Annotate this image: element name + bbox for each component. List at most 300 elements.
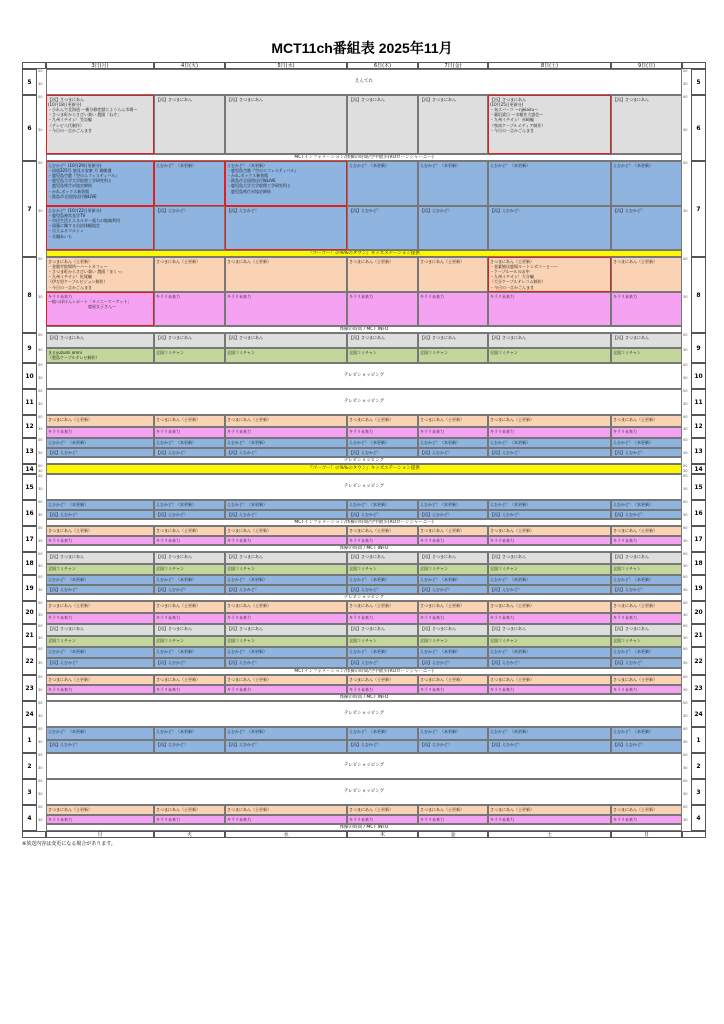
section-banner: テレビショッピング	[46, 457, 682, 464]
program-cell-30[interactable]: 全国コミチャン	[154, 564, 225, 575]
program-cell[interactable]: 【再】さつまにあん	[611, 624, 682, 636]
minute-30-marker-right: 30	[683, 209, 688, 213]
program-cell-30[interactable]: キラリ未来力	[225, 292, 347, 326]
program-cell[interactable]: えむかど！（木更新）	[46, 438, 154, 448]
program-cell-30[interactable]: キラリ未来力	[488, 536, 611, 545]
program-cell[interactable]: えむかど！（木更新）	[418, 575, 488, 585]
program-cell-wide[interactable]: テレビショッピング	[46, 779, 682, 805]
program-cell-30[interactable]: 【再】えむかど！	[418, 510, 488, 519]
program-cell[interactable]: えむかど！(10月29日更新分) ・国道225号 旅見る安東 月 御開通 ・鹿児島空港『空のエフェスティバル』 ・鹿児島大学大学院理工学研究科と 鹿児島県庁が協定締結 ・かれ,ボックス新装版 ・鉄島市全国別店付線LIVE	[46, 161, 154, 206]
program-cell-30[interactable]: 全国コミチャン	[225, 636, 347, 647]
program-cell[interactable]: えむかど！（木更新）	[488, 438, 611, 448]
hour-label-left: 16	[22, 500, 37, 526]
program-cell[interactable]: 【再】さつまにあん	[347, 95, 418, 154]
program-cell[interactable]: さつまにあん（土更新）	[347, 526, 418, 536]
program-cell[interactable]: さつまにあん（土更新）	[46, 675, 154, 685]
program-cell-30[interactable]: キラリ未来力	[347, 292, 418, 326]
program-cell-30[interactable]: 全国コミチャン	[347, 636, 418, 647]
program-cell[interactable]: さつまにあん（土更新）	[154, 257, 225, 292]
program-cell-30[interactable]: えむかど！(10月22日更新分) ・鹿児島神宮見学TV ・市民生活とエネルギー電力の地域利用 ・遠藤に關する自治体幅協定 ・自立ふるマルシェ ・兵順あいち	[46, 206, 154, 250]
program-cell-30[interactable]: 全国コミチャン	[347, 564, 418, 575]
program-cell-wide[interactable]: テレビショッピング	[46, 363, 682, 389]
program-cell-30[interactable]: キラリ未来力	[418, 613, 488, 624]
program-cell-30[interactable]: キラリ未来力	[611, 536, 682, 545]
program-cell[interactable]: えむかど！（木更新）	[418, 438, 488, 448]
section-banner: 体操の時間 / MCT INFO	[46, 824, 682, 831]
program-cell-30[interactable]: キラリ未来力	[347, 536, 418, 545]
program-cell-30[interactable]: キラリ未来力	[347, 815, 418, 824]
program-cell[interactable]: さつまにあん（土更新）	[488, 526, 611, 536]
minute-30-marker: 30	[38, 818, 43, 822]
hour-label-right: 8	[691, 257, 706, 333]
program-cell[interactable]: えむかど！（木更新）	[418, 727, 488, 740]
minute-00-marker: 00	[38, 753, 43, 757]
hour-label-left: 21	[22, 624, 37, 647]
program-cell-30[interactable]: 【再】えむかど！	[154, 585, 225, 594]
minute-30-marker: 30	[38, 539, 43, 543]
program-cell-30[interactable]: 【再】えむかど！	[154, 510, 225, 519]
program-cell-wide[interactable]: テレビショッピング	[46, 753, 682, 779]
minute-00-marker: 00	[38, 624, 43, 628]
minute-30-marker: 30	[38, 487, 43, 491]
program-cell-30[interactable]: キラリ未来力	[488, 685, 611, 694]
minute-00-marker-right: 00	[683, 779, 688, 783]
hour-label-right: 24	[691, 701, 706, 727]
program-cell-30[interactable]: キラリ未来力	[154, 685, 225, 694]
program-cell-30[interactable]: 【再】えむかど！	[488, 206, 611, 250]
program-cell[interactable]: さつまにあん（土更新） ・金素焼店鹿場ルートンボコーヒー〜 ・ケーブル―ルのお中 ・九州イチオシ！大分編 （大分ケーブルテレコム制作） ・今日の一言かごんまき	[488, 257, 611, 292]
program-cell[interactable]: さつまにあん（土更新）	[154, 675, 225, 685]
program-cell-30[interactable]: キラリ未来力	[611, 427, 682, 438]
program-cell[interactable]: 【再】さつまにあん	[347, 624, 418, 636]
program-cell[interactable]: 【再】さつまにあん	[46, 624, 154, 636]
hour-label-left: 14	[22, 464, 37, 474]
program-cell-30[interactable]: キラリ未来力	[46, 815, 154, 824]
program-cell[interactable]: さつまにあん（土更新）	[347, 675, 418, 685]
program-cell-30[interactable]: 【再】えむかど！	[225, 658, 347, 668]
program-cell-30[interactable]: キラリ未来力	[225, 536, 347, 545]
program-cell[interactable]: 【再】さつまにあん	[154, 95, 225, 154]
program-cell-30[interactable]: 【再】えむかど！	[154, 206, 225, 250]
program-cell[interactable]: えむかど！（木更新） ・鹿児島空港『空のエフェスティバル』 ・かれ,ボックス新装版 ・鉄島市全国別店付線LIVE ・鹿児島大学大学院理工学研究科と 鹿児島県庁が協定締結	[225, 161, 347, 206]
program-cell[interactable]: えむかど！（木更新）	[154, 647, 225, 658]
program-cell[interactable]: えむかど！（木更新）	[611, 500, 682, 510]
program-cell-30[interactable]: キラリ未来力	[225, 427, 347, 438]
program-cell-30[interactable]: 【再】えむかど！	[154, 448, 225, 457]
program-cell-30[interactable]: 【再】えむかど！	[347, 510, 418, 519]
program-cell-30[interactable]: 全国コミチャン	[418, 348, 488, 363]
program-cell[interactable]: えむかど！（木更新）	[46, 647, 154, 658]
program-cell[interactable]: えむかど！（木更新）	[611, 575, 682, 585]
program-cell-30[interactable]: 全国コミチャン	[225, 348, 347, 363]
program-cell[interactable]: さつまにあん（土更新）	[611, 601, 682, 613]
program-cell[interactable]: えむかど！（木更新）	[46, 727, 154, 740]
program-cell-30[interactable]: キラリ未来力	[46, 427, 154, 438]
program-cell[interactable]: えむかど！（木更新）	[611, 727, 682, 740]
minute-00-marker-right: 00	[683, 647, 688, 651]
program-cell-30[interactable]: キラリ未来力	[488, 292, 611, 326]
minute-00-marker: 00	[38, 389, 43, 393]
program-cell-30[interactable]: 【再】えむかど！	[225, 740, 347, 753]
program-cell[interactable]: えむかど！（木更新）	[611, 438, 682, 448]
program-cell[interactable]: えむかど！（木更新）	[488, 161, 611, 206]
minute-30-marker: 30	[38, 451, 43, 455]
program-cell[interactable]: さつまにあん（土更新）	[418, 675, 488, 685]
minute-00-marker-right: 00	[683, 161, 688, 165]
minute-00-marker: 00	[38, 464, 43, 468]
program-cell-wide[interactable]: テレビショッピング	[46, 474, 682, 500]
program-cell[interactable]: 【再】さつまにあん	[488, 333, 611, 348]
program-cell-30[interactable]: 全国コミチャン	[154, 636, 225, 647]
hour-label-left: 12	[22, 415, 37, 438]
program-cell[interactable]: えむかど！（木更新）	[154, 575, 225, 585]
minute-30-marker: 30	[38, 661, 43, 665]
footer-day: 土	[488, 831, 611, 838]
program-cell-30[interactable]: 【再】えむかど！	[347, 206, 418, 250]
footer-corner	[22, 831, 46, 838]
program-cell-30[interactable]: キラリ未来力	[46, 536, 154, 545]
minute-30-marker: 30	[38, 376, 43, 380]
program-cell-30[interactable]: 【再】えむかど！	[418, 740, 488, 753]
hour-label-right: 10	[691, 363, 706, 389]
minute-00-marker: 00	[38, 552, 43, 556]
program-cell[interactable]: 【再】さつまにあん	[347, 333, 418, 348]
program-cell[interactable]: さつまにあん（土更新）	[46, 526, 154, 536]
footer-day: 水	[225, 831, 347, 838]
minute-00-marker: 00	[38, 500, 43, 504]
program-cell[interactable]: さつまにあん（土更新）	[418, 601, 488, 613]
program-cell[interactable]: えむかど！（木更新）	[347, 647, 418, 658]
minute-00-marker: 00	[38, 675, 43, 679]
program-cell[interactable]: さつまにあん（土更新）	[347, 257, 418, 292]
program-cell-30[interactable]: 【再】えむかど！	[488, 510, 611, 519]
program-cell-wide[interactable]: えんてれ	[46, 69, 682, 95]
minute-00-marker-right: 00	[683, 69, 688, 73]
minute-30-marker: 30	[38, 469, 43, 473]
program-cell-30[interactable]: キラリ未来力	[418, 427, 488, 438]
program-cell-30[interactable]: 【再】えむかど！	[611, 740, 682, 753]
minute-00-marker: 00	[38, 438, 43, 442]
program-cell[interactable]: えむかど！（木更新）	[46, 500, 154, 510]
program-cell-30[interactable]: 全国コミチャン	[46, 564, 154, 575]
program-cell[interactable]: えむかど！（木更新）	[611, 647, 682, 658]
hour-label-left: 3	[22, 779, 37, 805]
program-cell-30[interactable]: キラリ未来力	[488, 613, 611, 624]
program-cell[interactable]: えむかど！（木更新）	[154, 500, 225, 510]
program-cell[interactable]: 【再】さつまにあん	[225, 552, 347, 564]
program-cell[interactable]: えむかど！（木更新）	[154, 161, 225, 206]
program-cell-30[interactable]: 全国コミチャン	[418, 564, 488, 575]
minute-30-marker-right: 30	[683, 539, 688, 543]
minute-30-marker: 30	[38, 402, 43, 406]
program-cell[interactable]: さつまにあん（土更新）	[488, 805, 611, 815]
program-cell-30[interactable]: 全国コミチャン	[46, 636, 154, 647]
program-cell-30[interactable]: 【再】えむかど！	[46, 448, 154, 457]
program-cell[interactable]: えむかど！（木更新）	[418, 647, 488, 658]
minute-30-marker: 30	[38, 588, 43, 592]
program-cell[interactable]: さつまにあん（土更新）	[418, 415, 488, 427]
program-cell-30[interactable]: 【再】えむかど！	[611, 585, 682, 594]
program-cell-30[interactable]: キラリ未来力	[611, 613, 682, 624]
program-cell-30[interactable]: 【再】えむかど！	[46, 740, 154, 753]
minute-30-marker-right: 30	[683, 635, 688, 640]
program-cell[interactable]: えむかど！（木更新）	[418, 500, 488, 510]
program-cell[interactable]: さつまにあん（土更新）	[418, 526, 488, 536]
program-cell[interactable]: さつまにあん（土更新）	[611, 675, 682, 685]
program-cell[interactable]: さつまにあん（土更新）	[225, 805, 347, 815]
program-cell-30[interactable]: 【再】えむかど！	[225, 585, 347, 594]
program-cell[interactable]: 【再】さつまにあん	[488, 552, 611, 564]
program-cell-30[interactable]: 【再】えむかど！	[488, 585, 611, 594]
program-cell[interactable]: さつまにあん（土更新） ・金閣寺院場所〜ハートカフェ〜 ・さつま町からさびい楽い 農園「まくっ」 ・九州イチオシ！佐賀編 （伊万里ケーブルビジョン制作） ・今日の一言かごんまき	[46, 257, 154, 292]
program-cell-30[interactable]: キラリ未来力	[225, 685, 347, 694]
program-cell[interactable]: 【再】さつまにあん (10月25日更新分) ・気ズバーツ 〜njeiairu〜 ・蕨垣梁日 〜水稲を大盛会〜 ・九州イチオシ！赤崎編 （県南ケーブルメディア制作） ・今日の一言かごんまき	[488, 95, 611, 154]
program-cell[interactable]: 【再】さつまにあん	[46, 333, 154, 348]
program-cell[interactable]: えむかど！（木更新）	[46, 575, 154, 585]
minute-30-marker-right: 30	[683, 661, 688, 665]
program-cell[interactable]: えむかど！（木更新）	[347, 575, 418, 585]
minute-30-marker-right: 30	[683, 688, 688, 692]
program-cell-30[interactable]: 全国コミチャン	[347, 348, 418, 363]
program-cell[interactable]: えむかど！（木更新）	[488, 575, 611, 585]
program-cell-30[interactable]: キラリ未来力	[611, 292, 682, 326]
program-cell-30[interactable]: 【再】えむかど！	[418, 585, 488, 594]
program-cell[interactable]: さつまにあん（土更新）	[225, 601, 347, 613]
program-cell-30[interactable]: キラリ未来力	[347, 613, 418, 624]
header-corner-right	[682, 62, 706, 69]
program-cell[interactable]: 【再】さつまにあん	[418, 95, 488, 154]
program-cell-30[interactable]: 全国コミチャン	[225, 564, 347, 575]
program-cell-30[interactable]: 全国コミチャン	[488, 564, 611, 575]
minute-30-marker: 30	[38, 348, 43, 352]
program-cell[interactable]: さつまにあん（土更新）	[154, 415, 225, 427]
minute-30-marker-right: 30	[683, 513, 688, 517]
program-cell[interactable]: さつまにあん（土更新）	[611, 805, 682, 815]
program-cell[interactable]: 【再】さつまにあん	[154, 552, 225, 564]
program-cell-30[interactable]: キラリ未来力	[418, 292, 488, 326]
minute-00-marker: 00	[38, 161, 43, 165]
program-cell-30[interactable]: キラリ未来力	[154, 292, 225, 326]
program-cell[interactable]: えむかど！（木更新）	[154, 727, 225, 740]
program-cell[interactable]: えむかど！（木更新）	[488, 727, 611, 740]
program-cell[interactable]: さつまにあん（土更新）	[225, 675, 347, 685]
hour-label-right: 16	[691, 500, 706, 526]
section-banner: 体操の時間 / MCT INFO	[46, 326, 682, 333]
program-cell-30[interactable]: 【再】えむかど！	[611, 510, 682, 519]
program-cell-30[interactable]: 全国コミチャン	[611, 348, 682, 363]
program-cell[interactable]: 【再】さつまにあん	[488, 624, 611, 636]
hour-label-right: 11	[691, 389, 706, 415]
program-cell[interactable]: 【再】さつまにあん (10月18日更新分) ・小れんで北海道 〜霧分移産歴にようらん市場〜 ・さつま町からさびい楽い 農園「ねぞ」 ・九州イチオシ！笠岩編 （テレビ八代制作） ・今日の一言かごんまき	[46, 95, 154, 154]
program-cell[interactable]: えむかど！（木更新）	[347, 438, 418, 448]
program-cell[interactable]: さつまにあん（土更新）	[46, 805, 154, 815]
program-cell-30[interactable]: 【再】えむかど！	[347, 585, 418, 594]
program-cell[interactable]: さつまにあん（土更新）	[611, 415, 682, 427]
program-cell[interactable]: えむかど！（木更新）	[154, 438, 225, 448]
program-cell-30[interactable]: 【再】えむかど！	[418, 206, 488, 250]
minute-00-marker: 00	[38, 701, 43, 705]
program-cell[interactable]: 【再】さつまにあん	[154, 333, 225, 348]
program-cell[interactable]: えむかど！（木更新）	[225, 438, 347, 448]
program-cell[interactable]: 【再】さつまにあん	[611, 552, 682, 564]
program-cell-30[interactable]: キラリ未来力	[488, 815, 611, 824]
minute-30-marker: 30	[38, 766, 43, 770]
program-cell[interactable]: 【再】さつまにあん	[418, 624, 488, 636]
program-cell[interactable]: えむかど！（木更新）	[225, 727, 347, 740]
program-cell-30[interactable]: 【再】えむかど！	[488, 658, 611, 668]
program-cell-wide[interactable]: 『ゴーゴー！の%%のタウン』キッズステーション提供	[46, 464, 682, 474]
program-cell[interactable]: さつまにあん（土更新）	[154, 805, 225, 815]
program-cell-30[interactable]: キラリ未来力	[347, 427, 418, 438]
program-cell[interactable]: さつまにあん（土更新）	[611, 526, 682, 536]
program-cell[interactable]: さつまにあん（土更新）	[347, 805, 418, 815]
program-cell[interactable]: 【再】さつまにあん	[611, 333, 682, 348]
program-cell[interactable]: 【再】さつまにあん	[154, 624, 225, 636]
program-cell[interactable]: 【再】さつまにあん	[418, 552, 488, 564]
program-cell[interactable]: 【再】さつまにあん	[611, 95, 682, 154]
program-cell[interactable]: さつまにあん（土更新）	[347, 601, 418, 613]
program-cell[interactable]: さつまにあん（土更新）	[154, 601, 225, 613]
program-cell[interactable]: さつまにあん（土更新）	[488, 415, 611, 427]
minute-30-marker-right: 30	[683, 792, 688, 796]
program-cell[interactable]: えむかど！（木更新）	[488, 647, 611, 658]
program-cell-30[interactable]: キラリ未来力	[347, 685, 418, 694]
program-cell-30[interactable]: 全国コミチャン	[418, 636, 488, 647]
program-cell-30[interactable]: 【再】えむかど！	[46, 585, 154, 594]
program-cell-30[interactable]: 【再】えむかど！	[611, 658, 682, 668]
program-cell[interactable]: えむかど！（木更新）	[418, 161, 488, 206]
program-cell[interactable]: さつまにあん（土更新）	[347, 415, 418, 427]
hour-label-left: 6	[22, 95, 37, 161]
program-cell-30[interactable]: 【再】えむかど！	[46, 510, 154, 519]
program-cell-30[interactable]: 【再】えむかど！	[225, 510, 347, 519]
minute-00-marker: 00	[38, 415, 43, 419]
minute-00-marker-right: 00	[683, 805, 688, 809]
minute-30-marker: 30	[38, 209, 43, 213]
program-cell-30[interactable]: 【再】えむかど！	[347, 448, 418, 457]
program-cell-30[interactable]: 全国コミチャン	[154, 348, 225, 363]
program-cell[interactable]: 【再】さつまにあん	[225, 333, 347, 348]
program-cell-30[interactable]: 【再】えむかど！	[347, 658, 418, 668]
program-cell-30[interactable]: 全国コミチャン	[611, 636, 682, 647]
program-cell[interactable]: さつまにあん（土更新）	[46, 601, 154, 613]
hour-label-right: 17	[691, 526, 706, 552]
program-cell-30[interactable]: 【再】えむかど！	[418, 658, 488, 668]
program-cell-30[interactable]: 全国コミチャン	[488, 636, 611, 647]
program-cell-30[interactable]: キラリ未来力	[46, 685, 154, 694]
program-cell[interactable]: さつまにあん（土更新）	[418, 805, 488, 815]
program-cell[interactable]: えむかど！（木更新）	[347, 161, 418, 206]
program-cell[interactable]: えむかど！（木更新）	[225, 500, 347, 510]
hour-label-left: 1	[22, 727, 37, 753]
program-cell[interactable]: 【再】さつまにあん	[418, 333, 488, 348]
minute-00-marker: 00	[38, 575, 43, 579]
program-cell[interactable]: さつまにあん（土更新）	[611, 257, 682, 292]
program-cell-30[interactable]: 【再】えむかど！	[46, 658, 154, 668]
minute-30-marker-right: 30	[683, 451, 688, 455]
hour-label-left: 20	[22, 601, 37, 624]
program-cell-30[interactable]: 【再】えむかど！	[347, 740, 418, 753]
minute-00-marker: 00	[38, 363, 43, 367]
program-cell[interactable]: えむかど！（木更新）	[225, 575, 347, 585]
section-banner: MCTインフォメーション/体操の時間/空中散歩(ROローンジャーニー)	[46, 519, 682, 526]
program-cell-30[interactable]: 全国コミチャン	[488, 348, 611, 363]
program-cell[interactable]: さつまにあん（土更新）	[488, 675, 611, 685]
program-cell-30[interactable]: キラリ未来力	[154, 427, 225, 438]
minute-00-marker-right: 00	[683, 389, 688, 393]
program-cell[interactable]: さつまにあん（土更新）	[418, 257, 488, 292]
program-cell[interactable]: 【再】さつまにあん	[347, 552, 418, 564]
minute-00-marker-right: 00	[683, 552, 688, 556]
program-cell[interactable]: さつまにあん（土更新）	[225, 526, 347, 536]
hour-label-left: 23	[22, 675, 37, 701]
program-cell[interactable]: えむかど！（木更新）	[347, 500, 418, 510]
minute-30-marker: 30	[38, 635, 43, 640]
program-cell[interactable]: えむかど！（木更新）	[611, 161, 682, 206]
program-cell-30[interactable]: 【再】えむかど！	[488, 448, 611, 457]
program-cell-30[interactable]: キラリ未来力	[154, 536, 225, 545]
minute-00-marker: 00	[38, 805, 43, 809]
program-cell-wide[interactable]: テレビショッピング	[46, 389, 682, 415]
program-cell-30[interactable]: キラリ未来力	[611, 685, 682, 694]
program-cell[interactable]: えむかど！（木更新）	[225, 647, 347, 658]
program-cell-30[interactable]: キラリ未来力	[418, 815, 488, 824]
program-cell-30[interactable]: 【再】えむかど！	[225, 448, 347, 457]
program-cell[interactable]: 【再】さつまにあん	[225, 95, 347, 154]
program-cell-30[interactable]: キラリ未来力	[225, 815, 347, 824]
program-cell[interactable]: さつまにあん（土更新）	[225, 257, 347, 292]
program-cell-30[interactable]: キラリ未来力	[225, 613, 347, 624]
program-cell-30[interactable]: キラリ未来力	[154, 815, 225, 824]
program-cell-30[interactable]: キラリ未来力	[488, 427, 611, 438]
program-cell-30[interactable]: キラリ未来力	[46, 613, 154, 624]
program-cell-30[interactable]: キラリ未来力 〜地つぼけんレポート「タイニーマーケット」 鹿屋女子さん〜	[46, 292, 154, 326]
program-cell-30[interactable]: 【再】えむかど！	[225, 206, 347, 250]
program-cell-30[interactable]: 【再】えむかど！	[488, 740, 611, 753]
program-cell-30[interactable]: まるyuzumi omni （豊島ケーブルテレビ制作）	[46, 348, 154, 363]
program-cell-30[interactable]: キラリ未来力	[418, 536, 488, 545]
program-cell-30[interactable]: キラリ未来力	[611, 815, 682, 824]
program-cell[interactable]: さつまにあん（土更新）	[46, 415, 154, 427]
header-day: 8日(土)	[488, 62, 611, 69]
minute-30-marker-right: 30	[683, 818, 688, 822]
program-cell-30[interactable]: 【再】えむかど！	[154, 740, 225, 753]
header-day: 3日(月)	[46, 62, 154, 69]
hour-label-right: 19	[691, 575, 706, 601]
program-cell[interactable]: 【再】さつまにあん	[225, 624, 347, 636]
hour-label-right: 13	[691, 438, 706, 464]
program-cell-30[interactable]: キラリ未来力	[154, 613, 225, 624]
program-cell-30[interactable]: 【再】えむかど！	[611, 206, 682, 250]
hour-label-left: 15	[22, 474, 37, 500]
header-day: 9日(日)	[611, 62, 682, 69]
program-cell-30[interactable]: 【再】えむかど！	[611, 448, 682, 457]
program-cell-30[interactable]: 全国コミチャン	[611, 564, 682, 575]
program-cell-30[interactable]: キラリ未来力	[418, 685, 488, 694]
program-cell[interactable]: さつまにあん（土更新）	[154, 526, 225, 536]
program-cell[interactable]: さつまにあん（土更新）	[225, 415, 347, 427]
minute-30-marker-right: 30	[683, 426, 688, 431]
program-cell-wide[interactable]: テレビショッピング	[46, 701, 682, 727]
program-cell-30[interactable]: 【再】えむかど！	[418, 448, 488, 457]
program-cell-30[interactable]: 【再】えむかど！	[154, 658, 225, 668]
program-cell[interactable]: 【再】さつまにあん	[46, 552, 154, 564]
minute-30-marker-right: 30	[683, 82, 688, 86]
program-cell[interactable]: えむかど！（木更新）	[488, 500, 611, 510]
minute-00-marker-right: 00	[683, 575, 688, 579]
program-cell[interactable]: さつまにあん（土更新）	[488, 601, 611, 613]
program-cell[interactable]: えむかど！（木更新）	[347, 727, 418, 740]
